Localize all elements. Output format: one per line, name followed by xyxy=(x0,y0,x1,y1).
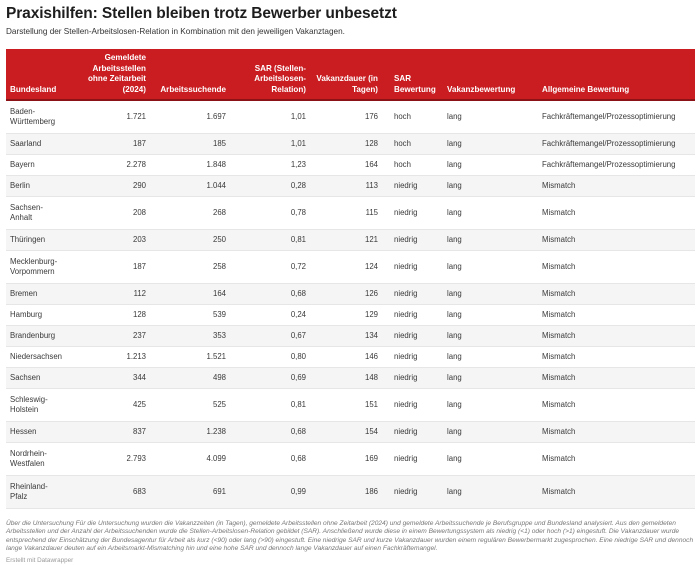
table-row xyxy=(6,346,695,367)
cell-vakanzdauer: 148 xyxy=(310,367,382,388)
cell-arbeitssuchende: 525 xyxy=(150,388,230,421)
cell-sar: 0,67 xyxy=(230,325,310,346)
table-row xyxy=(6,100,695,133)
cell-arbeitsstellen: 128 xyxy=(80,304,150,325)
cell-vakanzbewertung: lang xyxy=(437,196,532,229)
cell-bundesland: Niedersachsen xyxy=(6,346,80,367)
cell-vakanzdauer: 146 xyxy=(310,346,382,367)
cell-vakanzbewertung: lang xyxy=(437,229,532,250)
cell-arbeitsstellen: 425 xyxy=(80,388,150,421)
cell-allgemeine-bewertung: Mismatch xyxy=(532,175,695,196)
cell-vakanzbewertung: lang xyxy=(437,154,532,175)
table-row xyxy=(6,304,695,325)
table-row xyxy=(6,250,695,283)
table-row xyxy=(6,388,695,421)
cell-sar: 1,01 xyxy=(230,100,310,133)
cell-sar-bewertung: niedrig xyxy=(382,388,437,421)
cell-vakanzbewertung: lang xyxy=(437,175,532,196)
cell-vakanzdauer: 169 xyxy=(310,442,382,475)
cell-allgemeine-bewertung: Fachkräftemangel/Prozessoptimierung xyxy=(532,100,695,133)
cell-bundesland: Rheinland- Pfalz xyxy=(6,475,80,508)
cell-arbeitsstellen: 2.793 xyxy=(80,442,150,475)
cell-arbeitsstellen: 290 xyxy=(80,175,150,196)
cell-bundesland: Sachsen- Anhalt xyxy=(6,196,80,229)
cell-arbeitssuchende: 539 xyxy=(150,304,230,325)
cell-arbeitssuchende: 1.044 xyxy=(150,175,230,196)
cell-sar: 0,99 xyxy=(230,475,310,508)
cell-allgemeine-bewertung: Mismatch xyxy=(532,196,695,229)
table-row xyxy=(6,196,695,229)
cell-vakanzdauer: 115 xyxy=(310,196,382,229)
cell-bundesland: Bayern xyxy=(6,154,80,175)
column-header-vakanzbewertung[interactable]: Vakanzbewertung xyxy=(437,49,532,100)
table-row xyxy=(6,154,695,175)
table-row xyxy=(6,229,695,250)
cell-arbeitssuchende: 691 xyxy=(150,475,230,508)
table-body xyxy=(6,100,695,508)
cell-arbeitssuchende: 353 xyxy=(150,325,230,346)
cell-sar-bewertung: niedrig xyxy=(382,421,437,442)
cell-sar-bewertung: niedrig xyxy=(382,367,437,388)
cell-vakanzdauer: 176 xyxy=(310,100,382,133)
cell-sar-bewertung: niedrig xyxy=(382,346,437,367)
cell-sar: 0,28 xyxy=(230,175,310,196)
cell-vakanzbewertung: lang xyxy=(437,367,532,388)
cell-arbeitsstellen: 203 xyxy=(80,229,150,250)
cell-sar-bewertung: niedrig xyxy=(382,250,437,283)
cell-arbeitsstellen: 237 xyxy=(80,325,150,346)
cell-sar-bewertung: hoch xyxy=(382,133,437,154)
cell-allgemeine-bewertung: Mismatch xyxy=(532,304,695,325)
cell-sar-bewertung: niedrig xyxy=(382,175,437,196)
cell-vakanzbewertung: lang xyxy=(437,442,532,475)
table-row xyxy=(6,133,695,154)
cell-allgemeine-bewertung: Mismatch xyxy=(532,367,695,388)
table-row xyxy=(6,325,695,346)
cell-arbeitsstellen: 2.278 xyxy=(80,154,150,175)
cell-arbeitsstellen: 1.213 xyxy=(80,346,150,367)
cell-allgemeine-bewertung: Mismatch xyxy=(532,346,695,367)
cell-vakanzdauer: 164 xyxy=(310,154,382,175)
cell-sar-bewertung: hoch xyxy=(382,154,437,175)
cell-arbeitssuchende: 4.099 xyxy=(150,442,230,475)
cell-bundesland: Sachsen xyxy=(6,367,80,388)
cell-allgemeine-bewertung: Mismatch xyxy=(532,325,695,346)
cell-vakanzbewertung: lang xyxy=(437,304,532,325)
cell-allgemeine-bewertung: Mismatch xyxy=(532,283,695,304)
cell-sar: 0,69 xyxy=(230,367,310,388)
cell-sar-bewertung: niedrig xyxy=(382,304,437,325)
cell-arbeitssuchende: 498 xyxy=(150,367,230,388)
cell-bundesland: Baden- Württemberg xyxy=(6,100,80,133)
cell-sar-bewertung: niedrig xyxy=(382,229,437,250)
cell-sar: 0,68 xyxy=(230,283,310,304)
cell-bundesland: Hessen xyxy=(6,421,80,442)
data-table xyxy=(6,49,695,509)
cell-sar-bewertung: niedrig xyxy=(382,442,437,475)
column-header-arbeitssuchende[interactable]: Arbeitssuchende xyxy=(150,49,230,100)
table-row xyxy=(6,442,695,475)
cell-allgemeine-bewertung: Mismatch xyxy=(532,229,695,250)
cell-vakanzbewertung: lang xyxy=(437,475,532,508)
cell-arbeitsstellen: 187 xyxy=(80,250,150,283)
table-row xyxy=(6,175,695,196)
cell-vakanzdauer: 126 xyxy=(310,283,382,304)
cell-arbeitssuchende: 164 xyxy=(150,283,230,304)
cell-bundesland: Hamburg xyxy=(6,304,80,325)
cell-vakanzdauer: 113 xyxy=(310,175,382,196)
cell-sar-bewertung: niedrig xyxy=(382,283,437,304)
cell-sar: 1,01 xyxy=(230,133,310,154)
table-row xyxy=(6,475,695,508)
cell-allgemeine-bewertung: Fachkräftemangel/Prozessoptimierung xyxy=(532,154,695,175)
column-header-sar-bewertung[interactable]: SAR Bewertung xyxy=(382,49,437,100)
cell-bundesland: Nordrhein- Westfalen xyxy=(6,442,80,475)
cell-vakanzbewertung: lang xyxy=(437,346,532,367)
cell-allgemeine-bewertung: Fachkräftemangel/Prozessoptimierung xyxy=(532,133,695,154)
cell-sar-bewertung: niedrig xyxy=(382,475,437,508)
cell-arbeitsstellen: 187 xyxy=(80,133,150,154)
cell-arbeitsstellen: 112 xyxy=(80,283,150,304)
cell-vakanzdauer: 151 xyxy=(310,388,382,421)
cell-arbeitssuchende: 1.848 xyxy=(150,154,230,175)
cell-arbeitsstellen: 837 xyxy=(80,421,150,442)
table-row xyxy=(6,421,695,442)
page-title: Praxishilfen: Stellen bleiben trotz Bewerber unbesetzt xyxy=(6,5,397,22)
column-header-sar[interactable]: SAR (Stellen-Arbeitslosen-Relation) xyxy=(230,49,310,100)
cell-vakanzbewertung: lang xyxy=(437,388,532,421)
cell-arbeitssuchende: 1.521 xyxy=(150,346,230,367)
cell-arbeitssuchende: 268 xyxy=(150,196,230,229)
cell-arbeitssuchende: 185 xyxy=(150,133,230,154)
cell-vakanzdauer: 128 xyxy=(310,133,382,154)
cell-bundesland: Berlin xyxy=(6,175,80,196)
cell-bundesland: Schleswig- Holstein xyxy=(6,388,80,421)
cell-arbeitsstellen: 1.721 xyxy=(80,100,150,133)
cell-allgemeine-bewertung: Mismatch xyxy=(532,388,695,421)
cell-bundesland: Saarland xyxy=(6,133,80,154)
cell-allgemeine-bewertung: Mismatch xyxy=(532,421,695,442)
column-header-allgemeine-bewertung[interactable]: Allgemeine Bewertung xyxy=(532,49,695,100)
cell-sar: 0,80 xyxy=(230,346,310,367)
cell-sar-bewertung: hoch xyxy=(382,100,437,133)
cell-vakanzbewertung: lang xyxy=(437,100,532,133)
cell-vakanzdauer: 124 xyxy=(310,250,382,283)
cell-sar: 0,81 xyxy=(230,229,310,250)
cell-arbeitssuchende: 258 xyxy=(150,250,230,283)
cell-vakanzdauer: 121 xyxy=(310,229,382,250)
cell-vakanzbewertung: lang xyxy=(437,283,532,304)
cell-arbeitssuchende: 1.697 xyxy=(150,100,230,133)
page-subtitle: Darstellung der Stellen-Arbeitslosen-Relation in Kombination mit den jeweiligen Vakanztagen. xyxy=(6,27,345,36)
table-row xyxy=(6,283,695,304)
cell-sar: 1,23 xyxy=(230,154,310,175)
cell-bundesland: Mecklenburg- Vorpommern xyxy=(6,250,80,283)
cell-vakanzdauer: 186 xyxy=(310,475,382,508)
cell-vakanzbewertung: lang xyxy=(437,250,532,283)
cell-vakanzdauer: 134 xyxy=(310,325,382,346)
cell-allgemeine-bewertung: Mismatch xyxy=(532,442,695,475)
cell-bundesland: Brandenburg xyxy=(6,325,80,346)
cell-vakanzbewertung: lang xyxy=(437,325,532,346)
cell-vakanzdauer: 129 xyxy=(310,304,382,325)
cell-vakanzbewertung: lang xyxy=(437,133,532,154)
cell-sar-bewertung: niedrig xyxy=(382,325,437,346)
table-header-row xyxy=(6,49,695,100)
cell-allgemeine-bewertung: Mismatch xyxy=(532,250,695,283)
cell-vakanzbewertung: lang xyxy=(437,421,532,442)
column-header-vakanzdauer[interactable]: Vakanzdauer (in Tagen) xyxy=(310,49,382,100)
cell-sar-bewertung: niedrig xyxy=(382,196,437,229)
cell-sar: 0,68 xyxy=(230,421,310,442)
cell-sar: 0,24 xyxy=(230,304,310,325)
cell-arbeitssuchende: 1.238 xyxy=(150,421,230,442)
cell-arbeitsstellen: 683 xyxy=(80,475,150,508)
cell-arbeitsstellen: 344 xyxy=(80,367,150,388)
cell-bundesland: Thüringen xyxy=(6,229,80,250)
cell-sar: 0,78 xyxy=(230,196,310,229)
cell-sar: 0,68 xyxy=(230,442,310,475)
cell-allgemeine-bewertung: Mismatch xyxy=(532,475,695,508)
cell-sar: 0,81 xyxy=(230,388,310,421)
cell-bundesland: Bremen xyxy=(6,283,80,304)
cell-sar: 0,72 xyxy=(230,250,310,283)
column-header-arbeitsstellen[interactable]: Gemeldete Arbeitsstellen ohne Zeitarbeit (2024) xyxy=(80,49,150,100)
table-row xyxy=(6,367,695,388)
column-header-bundesland[interactable]: Bundesland xyxy=(6,49,80,100)
cell-vakanzdauer: 154 xyxy=(310,421,382,442)
credit-link[interactable]: Erstellt mit Datawrapper xyxy=(6,556,74,564)
cell-arbeitsstellen: 208 xyxy=(80,196,150,229)
cell-arbeitssuchende: 250 xyxy=(150,229,230,250)
footnote-text: Über die Untersuchung Für die Untersuchung wurden die Vakanzzeiten (in Tagen), gemeldete Arbeitsstellen ohne Zeitarbeit (2024) und gemeldete Arbeitssuchende je Berufsgruppe und Bundesland analysiert. Aus den gemeldeten Arbeitsstellen und der Anzahl der Arbeitssuchenden wurde die Stellen-Arbeitslosen-Relation gebildet (SAR). Anschließend wurde diese in einem Bewertungssystem als niedrig (<1) oder hoch (>1) eingestuft. Die Vakanzdauer wurde entsprechend der Einschätzung der Bundesagentur für Arbeit als kurz (<90) oder lang (>90) eingestuft. Eine niedrige SAR und kurze Vakanzdauer wurden einem regulären Bewerbermarkt zugesprochen. Eine niedrige SAR und dennoch lange Vakanzdauer deuten auf ein Arbeitsmarkt-Mismatching hin und eine hohe SAR und dennoch lange Vakanzdauer auf einen Fachkräftemangel. xyxy=(6,519,694,553)
